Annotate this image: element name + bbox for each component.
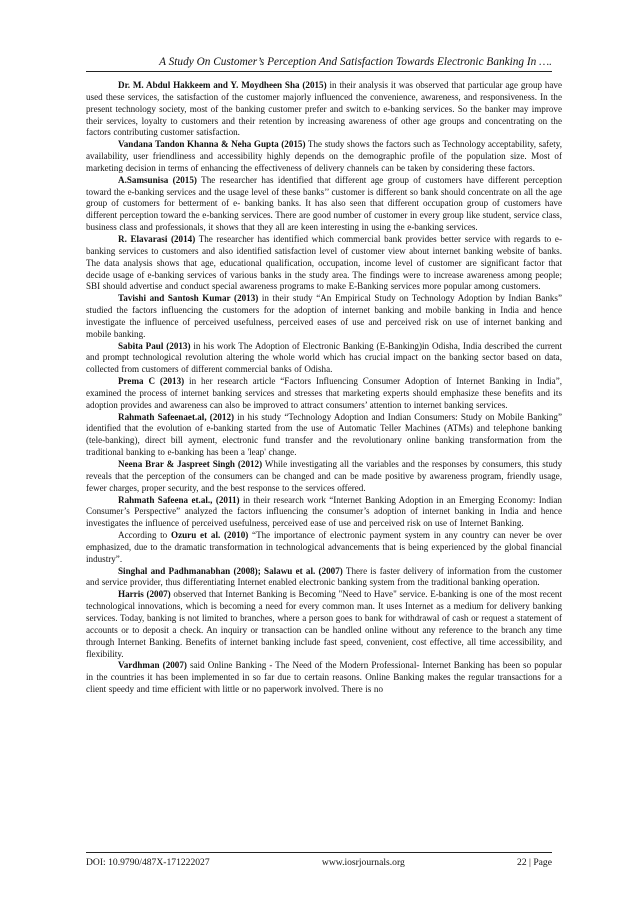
literature-review-paragraph	[86, 530, 562, 566]
citation-author: Rahmath Safeenaet.al, (2012)	[118, 411, 235, 422]
article-body	[86, 80, 562, 696]
literature-review-paragraph	[86, 459, 562, 495]
citation-author: Prema C (2013)	[118, 376, 185, 387]
citation-author: Dr. M. Abdul Hakkeem and Y. Moydheen Sha (2015)	[118, 80, 327, 90]
citation-author: Neena Brar & Jaspreet Singh (2012)	[118, 459, 263, 469]
citation-author: Singhal and Padhmanabhan (2008); Salawu et al. (2007)	[118, 565, 343, 576]
literature-review-paragraph	[86, 234, 562, 293]
citation-author: Harris (2007)	[118, 589, 171, 600]
citation-author: Tavishi and Santosh Kumar (2013)	[118, 293, 259, 304]
footer-website: www.iosrjournals.org	[321, 857, 405, 868]
literature-review-paragraph	[86, 293, 562, 340]
paragraph-text: in their analysis it was observed that particular age group have used these services, the satisfaction of the customer majorly influenced the convenience, awareness, and responsiveness. In the present technology society, most of the banking customer prefer and switch to e-banking services. So the banker may improve their services, loyalty to customers and their retention by increasing awareness of other age groups and concentrating on the factors contributing customer satisfaction.	[86, 80, 563, 138]
running-header	[86, 55, 552, 72]
paragraph-text: While investigating all the variables and the responses by consumers, this study reveals that the perception of the consumers can be changed and can be made positive by awareness program, friendly usage, fewer charges, proper security, and the best response to the services offered.	[86, 459, 562, 493]
citation-author: R. Elavarasi (2014)	[118, 233, 196, 244]
paragraph-text: said Online Banking - The Need of the Modern Professional- Internet Banking has been so popular in the countries it has been implemented in so far due to certain reasons. Online Banking makes the regular transactions for a client speedy and time efficient with little or no paperwork involved. There is no	[86, 660, 562, 695]
citation-author: Vardhman (2007)	[118, 660, 187, 671]
citation-author: Sabita Paul (2013)	[118, 340, 191, 351]
literature-review-paragraph	[86, 139, 562, 175]
paragraph-text: The researcher has identified that different age group of customers have different perception toward the e-banking services and the usage level of these banks’’ customer is different so bank should concentrate on all the age group of customers for betterment of e- banking banks. It has also seen that different occupation group of customers have different perception toward the e-banking services. There are good number of customer in every group like student, service class, business class and professionals, it shows that they all are keen interesting in using the e-banking services.	[86, 174, 562, 233]
literature-review-paragraph	[86, 412, 562, 459]
literature-review-paragraph	[86, 660, 562, 696]
paragraph-text: in their study “An Empirical Study on Technology Adoption by Indian Banks” studied the factors influencing the customers for the adoption of internet banking and mobile banking in India and hence investigate the influence of perceived usefulness, perceived eases of use and perceived risk on use of internet banking and mobile banking.	[86, 293, 562, 339]
citation-author: Vandana Tandon Khanna & Neha Gupta (2015)	[118, 139, 306, 150]
literature-review-paragraph	[86, 341, 562, 377]
paragraph-text: in his work The Adoption of Electronic Banking (E-Banking)in Odisha, India described the current and prompt technological revolution altering the whole world which has crucial impact on the banking sector based on data, collected from customers of different commercial banks of Odisha.	[86, 340, 563, 375]
literature-review-paragraph	[86, 80, 562, 139]
literature-review-paragraph	[86, 495, 562, 531]
paragraph-text: The study shows the factors such as Technology acceptability, safety, availability, user friendliness and accessibility highly depends on the demographic profile of the population size. Most of marketing decision in terms of enhancing the effectiveness of delivery channels can be taken by considering these factors.	[86, 139, 562, 173]
running-title: A Study On Customer’s Perception And Satisfaction Towards Electronic Banking In ….	[159, 56, 552, 68]
paragraph-text: The researcher has identified which commercial bank provides better service with regards to e-banking services to customers and also identified satisfaction level of customer view about internet banking website of banks. The data analysis shows that age, educational qualification, occupation, income level of customer are significant factor that decide usage of e-banking services of various banks in the study area. The findings were to increase awareness among people; SBI should advertise and conduct special awareness programs to make E-Banking services more popular among customers.	[86, 233, 562, 292]
citation-author: A.Samsunisa (2015)	[118, 174, 197, 185]
literature-review-paragraph	[86, 376, 562, 412]
literature-review-paragraph	[86, 589, 562, 660]
footer-page-number: 22 | Page	[517, 857, 552, 868]
paragraph-text: in her research article “Factors Influencing Consumer Adoption of Internet Banking in India”, examined the process of internet banking services and stresses that marketing experts should emphasize these benefits and its adoption provides and awareness can also be improved to attract consumers’ attention to internet banking services.	[86, 376, 563, 410]
paragraph-intro-text: According to	[118, 530, 172, 541]
citation-author: Ozuru et al. (2010)	[171, 530, 249, 541]
citation-author: Rahmath Safeena et.al., (2011)	[118, 494, 240, 505]
literature-review-paragraph	[86, 175, 562, 234]
paragraph-text: “The importance of electronic payment system in any country can never be over emphasized, due to the dramatic transformation in technological advancements that is being experienced by the global financial industry”.	[86, 530, 562, 564]
paragraph-text: in his study “Technology Adoption and Indian Consumers: Study on Mobile Banking” identified that the evolution of e-banking started from the use of Automatic Teller Machines (ATMs) and telephone banking (tele-banking), direct bill ayment, electronic fund transfer and the revolutionary online banking transformation from the traditional banking to e-banking has been a 'leap' change.	[86, 411, 563, 458]
paragraph-text: observed that Internet Banking is Becoming "Need to Have" service. E-banking is one of the most recent technological innovations, which is becoming a need for every common man. It uses Internet as a medium for delivery banking services. Today, banking is not limited to branches, where a person goes to bank for withdrawal of cash or request a statement of accounts or to deposit a check. An inquiry or transaction can be handled online without any reference to the branch any time through Internet Banking. Benefits of internet banking include fast speed, convenient, cost effective, all time accessibility, and flexibility.	[86, 589, 562, 659]
page-footer	[86, 852, 552, 868]
footer-doi: DOI: 10.9790/487X-171222027	[86, 857, 210, 868]
literature-review-paragraph	[86, 566, 562, 590]
paragraph-text: There is faster delivery of information from the customer and service provider, thus differentiating Internet enabled electronic banking system from the traditional banking operation.	[86, 565, 562, 588]
paragraph-text: in their research work “Internet Banking Adoption in an Emerging Economy: Indian Consumer’s Perspective” analyzed the factors influencing the consumer’s adoption of internet banking in India and hence investigates the influence of perceived usefulness, perceived ease of use and perceived risk on use of Internet Banking.	[86, 494, 562, 529]
